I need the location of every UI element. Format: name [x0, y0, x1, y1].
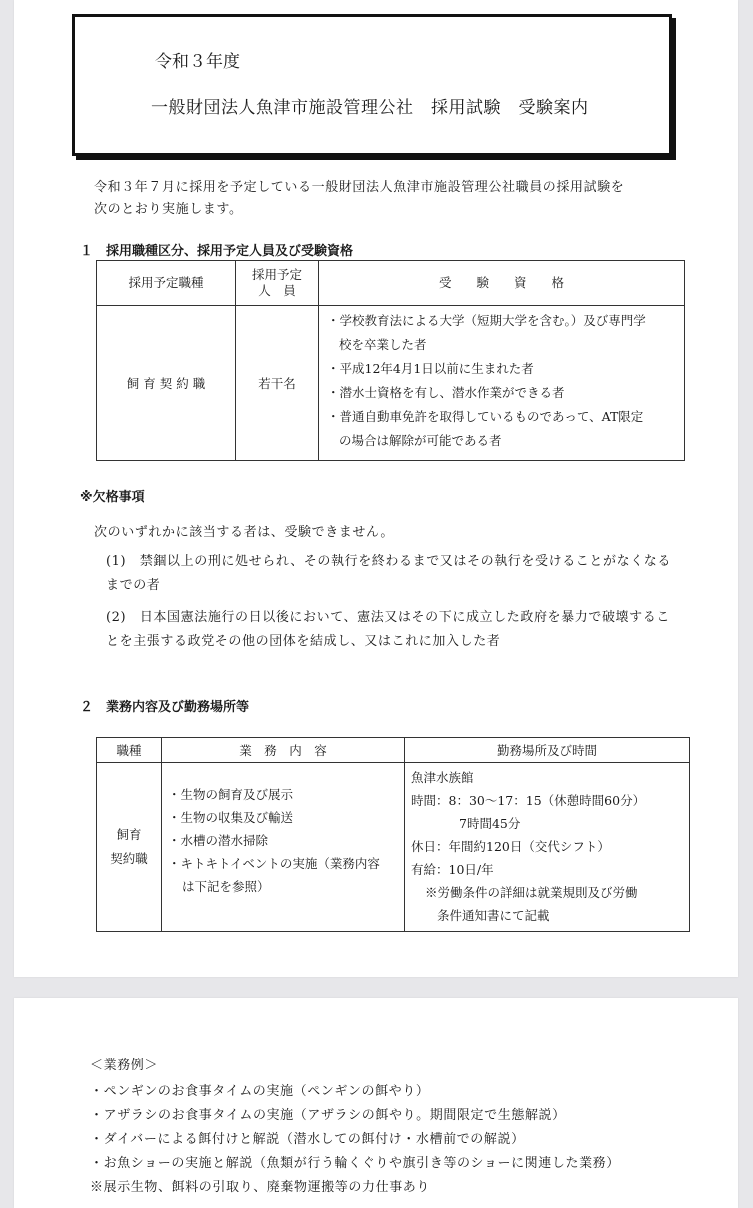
qualification-item: ・普通自動車免許を取得しているものであって、AT限定 — [327, 409, 644, 424]
duty-item: ・水槽の潜水掃除 — [168, 833, 269, 848]
job-type-line-1: 飼育 — [116, 827, 142, 842]
duty-item: は下記を参照） — [182, 879, 270, 894]
header-duties: 業 務 内 容 — [162, 738, 405, 763]
place-line: 条件通知書にて記載 — [437, 908, 550, 923]
header-job: 採用予定職種 — [97, 261, 236, 306]
disqualification-item-2-line-1: (2) 日本国憲法施行の日以後において、憲法又はその下に成立した政府を暴力で破壊するこ — [106, 610, 670, 625]
header-job-type: 職種 — [97, 738, 162, 763]
place-line: 魚津水族館 — [411, 770, 474, 785]
intro-line-1: 令和３年７月に採用を予定している一般財団法人魚津市施設管理公社職員の採用試験を — [94, 180, 625, 195]
section-1-heading: １ 採用職種区分、採用予定人員及び受験資格 — [80, 244, 354, 259]
section-2-heading: ２ 業務内容及び勤務場所等 — [80, 700, 250, 715]
disqualification-intro: 次のいずれかに該当する者は、受験できません。 — [94, 525, 394, 540]
count-cell: 若干名 — [236, 306, 319, 461]
header-qualification: 受 験 資 格 — [319, 261, 685, 306]
examples-heading: ＜業務例＞ — [90, 1058, 159, 1073]
qualification-item: ・学校教育法による大学（短期大学を含む。）及び専門学 — [327, 313, 646, 328]
duty-item: ・生物の収集及び輸送 — [168, 810, 294, 825]
header-count-line-1: 採用予定 — [251, 267, 302, 282]
job-cell: 飼 育 契 約 職 — [97, 306, 236, 461]
document-page-2 — [14, 998, 738, 1208]
disqualification-heading: ※欠格事項 — [80, 490, 145, 505]
place-line: ※労働条件の詳細は就業規則及び労働 — [425, 885, 638, 900]
place-line: 休日：年間約120日（交代シフト） — [411, 839, 610, 854]
duties-cell — [162, 763, 405, 932]
qualification-item: ・潜水士資格を有し、潜水作業ができる者 — [327, 385, 565, 400]
disqualification-item-1-line-2: までの者 — [106, 578, 161, 593]
disqualification-item-1-line-1: (1) 禁錮以上の刑に処せられ、その執行を終わるまで又はその執行を受けることがなくなる — [106, 554, 671, 569]
qualification-cell — [319, 306, 685, 461]
place-line: 7時間45分 — [459, 816, 521, 831]
header-count — [236, 261, 319, 306]
title-year: 令和３年度 — [155, 52, 240, 72]
header-count-line-2: 人 員 — [258, 283, 296, 298]
example-item: ※展示生物、餌料の引取り、廃棄物運搬等の力仕事あり — [90, 1180, 431, 1195]
document-page-1 — [14, 0, 738, 977]
qualification-item: ・平成12年4月1日以前に生まれた者 — [327, 361, 534, 376]
header-place: 勤務場所及び時間 — [405, 738, 690, 763]
place-cell — [405, 763, 690, 932]
example-item: ・ペンギンのお食事タイムの実施（ペンギンの餌やり） — [90, 1084, 430, 1099]
example-item: ・アザラシのお食事タイムの実施（アザラシの餌やり。期間限定で生態解説） — [90, 1108, 566, 1123]
job-type-cell — [97, 763, 162, 932]
qualification-item: の場合は解除が可能である者 — [339, 433, 502, 448]
duties-table — [96, 737, 690, 932]
title-main: 一般財団法人魚津市施設管理公社 採用試験 受験案内 — [151, 98, 589, 118]
duty-item: ・キトキトイベントの実施（業務内容 — [168, 856, 380, 871]
place-line: 有給：10日/年 — [411, 862, 494, 877]
duty-item: ・生物の飼育及び展示 — [168, 787, 294, 802]
qualification-table — [96, 260, 685, 461]
qualification-item: 校を卒業した者 — [339, 337, 427, 352]
job-type-line-2: 契約職 — [110, 851, 148, 866]
example-item: ・お魚ショーの実施と解説（魚類が行う輪くぐりや旗引き等のショーに関連した業務） — [90, 1156, 620, 1171]
disqualification-item-2-line-2: とを主張する政党その他の団体を結成し、又はこれに加入した者 — [106, 634, 501, 649]
example-item: ・ダイバーによる餌付けと解説（潜水しての餌付け・水槽前での解説） — [90, 1132, 525, 1147]
title-box — [72, 14, 672, 156]
intro-line-2: 次のとおり実施します。 — [94, 202, 243, 217]
place-line: 時間：8：30〜17：15（休憩時間60分） — [411, 793, 646, 808]
